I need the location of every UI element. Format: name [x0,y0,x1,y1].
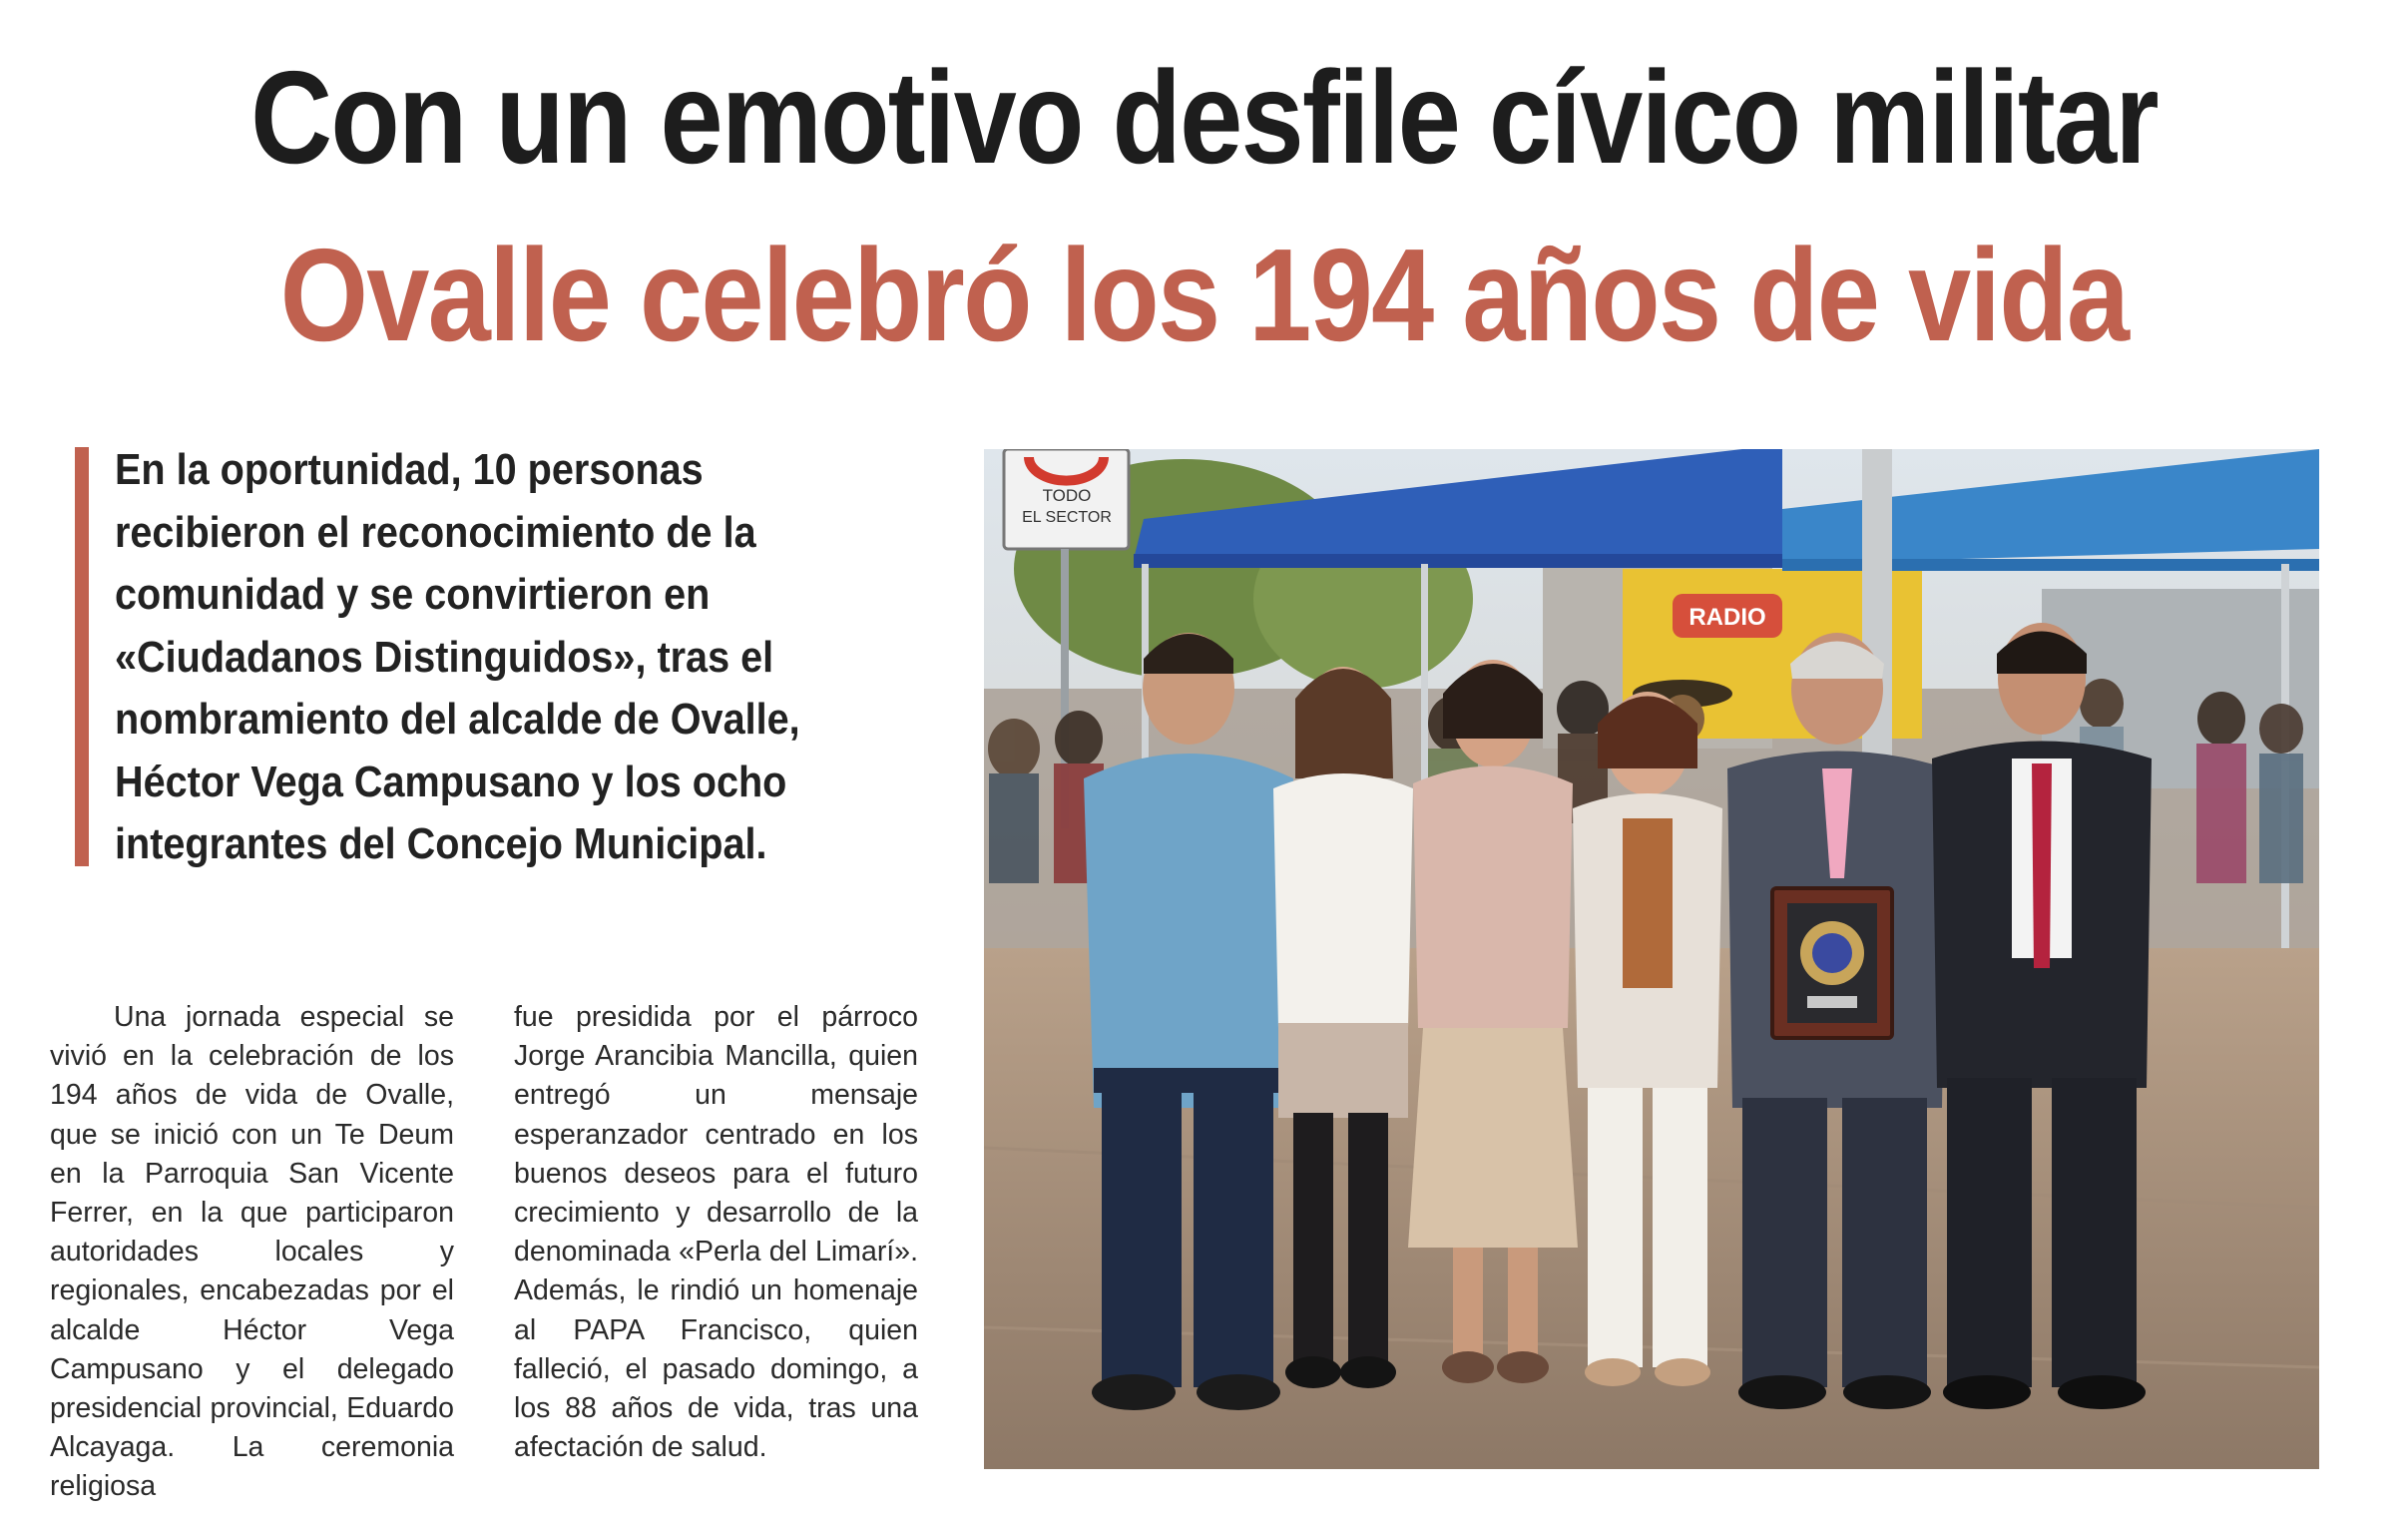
sign-text-line2: EL SECTOR [1022,509,1112,526]
group-photo [984,449,2319,1469]
sign-text-line1: TODO [1042,486,1092,505]
body-paragraph: fue presidida por el párroco Jorge Arancibia Mancilla, quien entregó un mensaje esperanzador centrado en los buenos deseos para el futuro crecimiento y desarrollo de la denominada «Perla del Limarí». Además, le rindió un homenaje al PAPA Francisco, quien falleció, el pasado domingo, a los 88 años de vida, tras una afectación de salud. [514,1001,918,1464]
lead-block [75,447,923,866]
lead-paragraph: En la oportunidad, 10 personas recibieron el reconocimiento de la comunidad y se convirtieron en «Ciudadanos Distinguidos», tras el nombramiento del alcalde de Ovalle, Héctor Vega Campusano y los ocho integrantes del Concejo Municipal. [115,445,800,868]
body-column-2 [514,998,918,1467]
lead-accent-bar [75,447,89,866]
body-paragraph: Una jornada especial se vivió en la celebración de los 194 años de vida de Ovalle, que se inició con un Te Deum en la Parroquia San Vicente Ferrer, en la que participaron autoridades locales y regionales, encabezadas por el alcalde Héctor Vega Campusano y el delegado presidencial provincial, Eduardo Alcayaga. La ceremonia religiosa [50,1001,454,1503]
headline-secondary: Ovalle celebró los 194 años de vida [279,222,2129,368]
radio-banner-text: RADIO [1688,604,1766,631]
headline-main: Con un emotivo desfile cívico militar [250,44,2158,191]
body-column-1 [50,998,454,1507]
